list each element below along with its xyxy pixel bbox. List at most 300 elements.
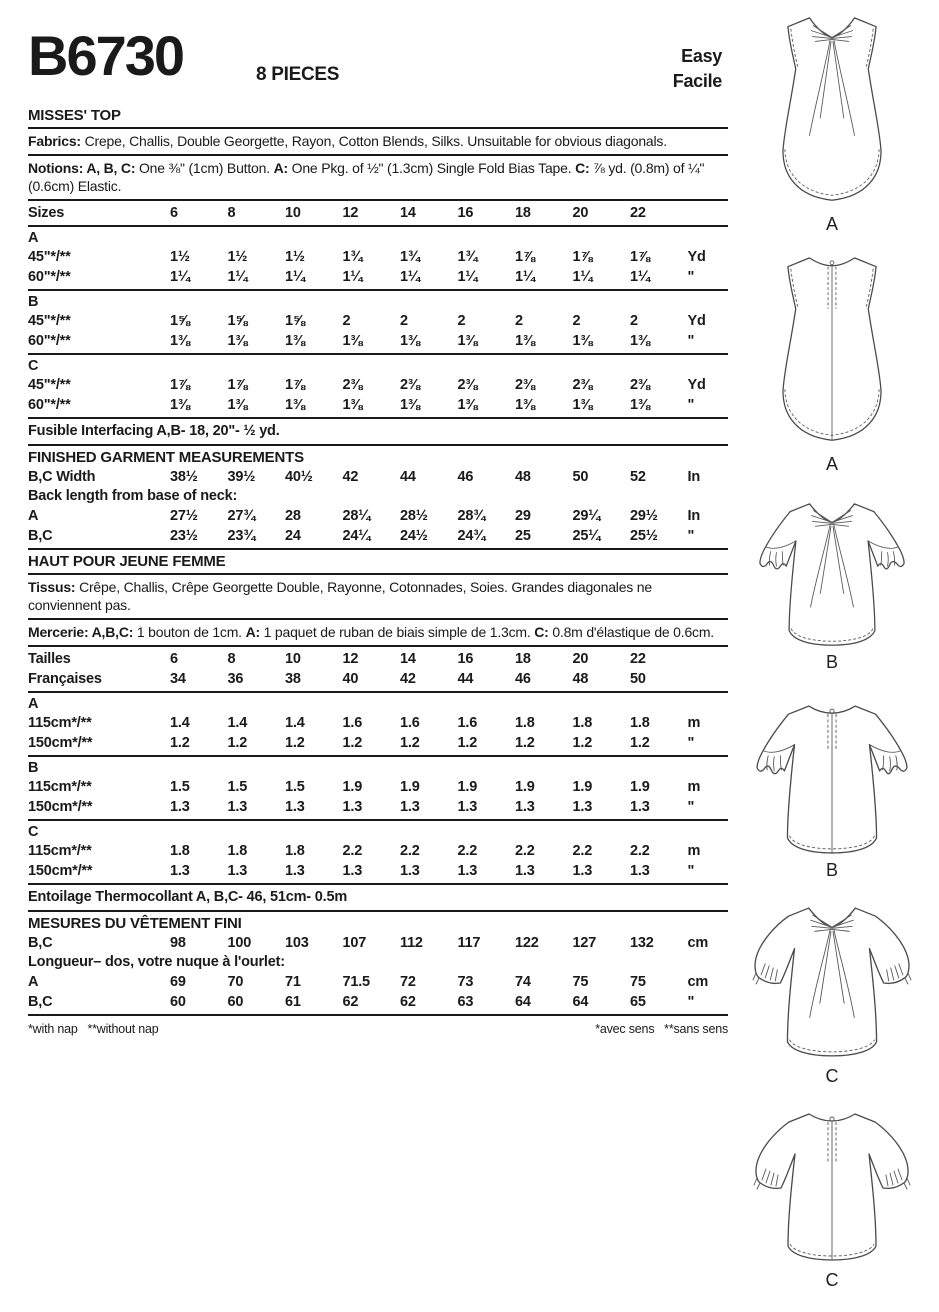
divider [28,444,728,446]
text-column [28,26,728,1036]
cell: 24½ [400,528,428,544]
cell: 20 [572,205,589,221]
cell: 1.3 [170,799,190,815]
text-segment: 0.8m d'élastique de 0.6cm. [552,624,714,640]
cell: 1½ [285,249,305,265]
cell: 44 [400,469,416,485]
cell: 1.3 [515,799,535,815]
cell: 64 [572,994,589,1010]
cell: 28¼ [342,508,371,524]
cell: 1.2 [170,735,190,751]
neck-gather-lines [809,26,854,136]
finished-measurements-table-fr [28,933,728,1012]
entoilage-line: Entoilage Thermocollant A, B,C- 46, 51cm- 0.5m [28,889,348,905]
table-row [28,649,728,669]
text-segment: One Pkg. of ½" (1.3cm) Single Fold Bias Tape. [291,160,576,176]
cell: 1.4 [170,715,190,731]
cell: 1.3 [400,863,420,879]
finished-measurements-title-en: FINISHED GARMENT MEASUREMENTS [28,449,304,466]
unit-cell: " [687,397,695,413]
cell: 1¾ [457,249,478,265]
figure-view-c-back [732,1108,932,1291]
text-segment: A: [273,160,292,176]
cell: 2 [342,313,351,329]
cell: 16 [457,205,474,221]
cell: 1.5 [227,779,248,795]
cell: 1.8 [170,843,190,859]
cell: 1.6 [400,715,420,731]
unit-cell: " [687,528,695,544]
cell: 25½ [630,528,658,544]
cell: 1¾ [342,249,363,265]
cell: 25¼ [572,528,601,544]
cell: 1.9 [457,779,478,795]
row-label-full: Longueur– dos, votre nuque à l'ourlet: [28,954,285,970]
cell: 1⅞ [630,249,650,265]
text-segment: Notions: A, B, C: [28,160,139,176]
cell: 20 [572,651,589,667]
table-row [28,933,728,953]
cell: 24¼ [342,528,371,544]
cell: 1.9 [515,779,535,795]
cell: 1.3 [572,863,593,879]
divider [28,573,728,575]
table-row [28,395,728,415]
text-segment: ⅞ yd. (0.8m) of ¼" (0.6cm) Elastic. [28,160,705,194]
cell: 1¼ [285,269,305,285]
cell: 2⅜ [457,377,478,393]
unit-cell: " [687,735,695,751]
unit-cell: cm [687,935,709,951]
cell: 1⅜ [457,333,478,349]
table-row [28,733,728,753]
text-segment: Crepe, Challis, Double Georgette, Rayon, Cotton Blends, Silks. Unsuitable for obvious diagonals. [84,133,667,149]
cell: 1.3 [285,863,305,879]
cell: 1⅞ [227,377,248,393]
cell: 2.2 [515,843,535,859]
cell: 38 [285,671,301,687]
divider [28,755,728,757]
cell: 6 [170,205,178,221]
tissus-line [28,577,728,616]
cell: 27¾ [227,508,256,524]
title-english: MISSES' TOP [28,107,121,124]
text-segment: Tissus: [28,579,80,595]
cell: 1.3 [400,799,420,815]
figure-view-b-front [732,498,932,673]
cell: 2⅜ [515,377,535,393]
table-row [28,526,728,546]
cell: 1⅜ [515,397,535,413]
cell: 28¾ [457,508,486,524]
interfacing-line: Fusible Interfacing A,B- 18, 20"- ½ yd. [28,423,280,439]
cell: 61 [285,994,301,1010]
mercerie-line [28,622,728,643]
cell: 62 [400,994,416,1010]
row-label: A [28,508,39,524]
cell: 1.3 [457,863,478,879]
cell: 2⅜ [400,377,420,393]
cell: 1½ [170,249,190,265]
notions-line [28,158,728,197]
cell: 1.9 [400,779,420,795]
table-row [28,777,728,797]
cell: 1⅜ [400,397,420,413]
view-c-back-illustration [742,1108,922,1268]
cell: 1⅜ [342,333,363,349]
cell: 48 [515,469,531,485]
cell: 2 [400,313,408,329]
table-row [28,972,728,992]
figure-label: C [825,1066,839,1086]
row-label: 115cm*/** [28,843,92,859]
view-heading: B [28,294,39,310]
cell: 1.3 [630,863,650,879]
cell: 18 [515,205,531,221]
cell: 6 [170,651,178,667]
divider [28,289,728,291]
table-row [28,841,728,861]
figure-label: C [825,1270,839,1290]
cell: 1⅜ [285,397,305,413]
cell: 63 [457,994,474,1010]
cell: 1⅝ [170,313,190,329]
unit-cell: " [687,269,695,285]
cell: 14 [400,651,416,667]
cell: 2⅜ [342,377,363,393]
cell: 36 [227,671,244,687]
cell: 40½ [285,469,313,485]
text-segment: Mercerie: A,B,C: [28,624,137,640]
cell: 2 [572,313,581,329]
view-heading: B [28,760,39,776]
unit-cell: Yd [687,313,706,329]
divider [28,645,728,647]
difficulty-rating [673,44,722,94]
cell: 1⅞ [285,377,305,393]
cell: 75 [630,974,646,990]
cell: 1.5 [170,779,190,795]
title-french: HAUT POUR JEUNE FEMME [28,553,226,570]
view-heading: C [28,358,39,374]
cell: 65 [630,994,646,1010]
row-label: 60"*/** [28,269,71,285]
cell: 1.3 [227,863,248,879]
unit-cell: " [687,863,695,879]
figure-label: A [825,454,838,474]
cell: 42 [400,671,416,687]
text-segment: A: [245,624,264,640]
cell: 1¼ [227,269,248,285]
cell: 1⅜ [227,397,248,413]
cell: 1¼ [515,269,535,285]
row-label: 45"*/** [28,249,71,265]
divider [28,127,728,129]
cell: 12 [342,205,359,221]
view-b-back-illustration [742,700,922,858]
view-heading: A [28,230,39,246]
cell: 2 [457,313,466,329]
unit-cell: In [687,469,700,485]
cell: 1.3 [457,799,478,815]
row-label: Françaises [28,671,102,687]
fabrics-line [28,131,728,152]
cell: 1⅜ [630,397,650,413]
row-label: 150cm*/** [28,863,93,879]
cell: 1⅜ [342,397,363,413]
cell: 27½ [170,508,198,524]
cell: 18 [515,651,531,667]
cell: 28½ [400,508,428,524]
cell: 74 [515,974,531,990]
text-segment: C: [534,624,553,640]
cell: 72 [400,974,416,990]
row-label: A [28,974,39,990]
finished-measurements-title-fr: MESURES DU VÊTEMENT FINI [28,915,242,932]
cell: 1¾ [400,249,420,265]
row-label: 60"*/** [28,333,71,349]
text-segment: 1 paquet de ruban de biais simple de 1.3cm. [263,624,535,640]
cell: 50 [572,469,589,485]
row-label: Tailles [28,651,71,667]
cell: 34 [170,671,186,687]
cell: 2.2 [457,843,478,859]
row-label: 115cm*/** [28,715,92,731]
cell: 1.9 [630,779,650,795]
pattern-number: B6730 [28,24,184,87]
table-row [28,506,728,526]
cell: 1.2 [630,735,650,751]
cell: 1⅜ [400,333,420,349]
row-label: B,C Width [28,469,96,485]
divider [28,353,728,355]
yardage-table-english [28,203,728,419]
row-label: B,C [28,528,53,544]
footnote-english: *with nap **without nap [28,1022,159,1036]
cell: 1⅞ [170,377,190,393]
cell: 1.3 [342,863,363,879]
pieces-count: 8 PIECES [256,64,340,85]
cell: 25 [515,528,531,544]
neck-gather-lines [810,915,855,1017]
cell: 1.8 [515,715,535,731]
cell: 1¼ [342,269,363,285]
view-a-front-illustration [757,12,907,212]
cell: 1⅞ [515,249,535,265]
cell: 22 [630,205,646,221]
cell: 2 [630,313,638,329]
cell: 1⅜ [515,333,535,349]
cell: 127 [572,935,597,951]
cell: 40 [342,671,359,687]
row-label: 150cm*/** [28,735,93,751]
cell: 1.4 [227,715,248,731]
header [28,26,728,102]
cell: 132 [630,935,654,951]
unit-cell: " [687,333,695,349]
cell: 71 [285,974,301,990]
unit-cell: " [687,994,695,1010]
cell: 1⅞ [572,249,593,265]
cell: 1⅜ [170,333,190,349]
cell: 2.2 [572,843,593,859]
cell: 1⅝ [285,313,305,329]
cell: 62 [342,994,359,1010]
yardage-table-french [28,649,728,885]
cell: 8 [227,205,236,221]
cell: 1.2 [227,735,248,751]
finished-measurements-table-en [28,467,728,546]
row-label-full: Back length from base of neck: [28,488,238,504]
cell: 2⅜ [572,377,593,393]
cell: 39½ [227,469,256,485]
view-heading: A [28,696,39,712]
view-b-front-illustration [742,498,922,650]
cell: 1¼ [572,269,593,285]
row-label: 45"*/** [28,313,71,329]
text-segment: C: [575,160,594,176]
footnotes [28,1022,728,1036]
cell: 12 [342,651,359,667]
table-row [28,331,728,351]
divider [28,691,728,693]
cell: 100 [227,935,252,951]
cell: 48 [572,671,589,687]
table-row [28,713,728,733]
text-segment: Crêpe, Challis, Crêpe Georgette Double, Rayonne, Cotonnades, Soies. Grandes diagonales ne conviennent pas. [28,579,652,613]
figure-view-a-back [732,252,932,475]
cell: 1¼ [630,269,650,285]
row-label: 115cm*/** [28,779,92,795]
cell: 8 [227,651,236,667]
cell: 10 [285,651,301,667]
view-a-back-illustration [757,252,907,452]
cell: 1.5 [285,779,305,795]
difficulty-en: Easy [681,46,722,66]
table-row [28,267,728,287]
cell: 1.8 [285,843,305,859]
cell: 1.8 [227,843,248,859]
cell: 38½ [170,469,198,485]
unit-cell: cm [687,974,709,990]
cell: 64 [515,994,531,1010]
unit-cell: Yd [687,377,706,393]
back-button [830,261,834,265]
divider [28,548,728,550]
cell: 1⅜ [457,397,478,413]
cell: 71.5 [342,974,370,990]
cell: 1.6 [457,715,478,731]
divider [28,819,728,821]
table-row [28,311,728,331]
text-segment: Fabrics: [28,133,85,149]
cell: 22 [630,651,646,667]
cell: 1⅜ [572,397,593,413]
row-label: 60"*/** [28,397,71,413]
divider [28,618,728,620]
cell: 10 [285,205,301,221]
cell: 1.3 [285,799,305,815]
cell: 1.2 [572,735,593,751]
neck-gather-lines [811,511,854,607]
footnote-french: *avec sens **sans sens [595,1022,728,1036]
cell: 29 [515,508,531,524]
cell: 2 [515,313,523,329]
row-label: B,C [28,994,53,1010]
difficulty-fr: Facile [672,71,722,91]
cell: 23½ [170,528,198,544]
cell: 2.2 [400,843,420,859]
cell: 1.9 [342,779,363,795]
cell: 1.2 [515,735,535,751]
divider [28,1014,728,1016]
cell: 1.3 [227,799,248,815]
cell: 1⅜ [285,333,305,349]
cell: 117 [457,935,481,951]
cell: 1.8 [572,715,593,731]
cell: 1.3 [515,863,535,879]
cell: 29¼ [572,508,601,524]
cell: 44 [457,671,474,687]
cell: 69 [170,974,186,990]
divider [28,154,728,156]
figure-view-c-front [732,902,932,1087]
cell: 1.3 [572,799,593,815]
cell: 1¼ [170,269,190,285]
cell: 107 [342,935,367,951]
text-segment: 1 bouton de 1cm. [136,624,246,640]
cell: 46 [457,469,474,485]
cell: 112 [400,935,423,951]
cell: 23¾ [227,528,256,544]
cell: 24 [285,528,301,544]
cell: 1.3 [342,799,363,815]
cell: 2.2 [630,843,650,859]
figure-label: B [825,652,838,672]
cell: 24¾ [457,528,486,544]
unit-cell: " [687,799,695,815]
divider [28,225,728,227]
cell: 42 [342,469,359,485]
cell: 103 [285,935,309,951]
text-segment: One ⅜" (1cm) Button. [138,160,274,176]
figure-view-b-back [732,700,932,881]
cell: 122 [515,935,539,951]
unit-cell: Yd [687,249,706,265]
ruffle-fold-lines [769,552,895,567]
unit-cell: m [687,779,701,795]
cell: 1.4 [285,715,305,731]
view-heading: C [28,824,39,840]
row-label: 45"*/** [28,377,71,393]
table-row [28,992,728,1012]
cell: 29½ [630,508,658,524]
cell: 1⅜ [170,397,190,413]
cell: 46 [515,671,531,687]
cell: 1⅜ [227,333,248,349]
figure-label: B [825,860,838,880]
cell: 60 [170,994,186,1010]
table-row [28,203,728,223]
cell: 70 [227,974,244,990]
sleeve-gather-lines [753,964,911,984]
table-row [28,375,728,395]
cell: 1⅜ [630,333,650,349]
table-row [28,669,728,689]
row-label: Sizes [28,205,65,221]
cell: 1.2 [285,735,305,751]
cell: 1.6 [342,715,363,731]
